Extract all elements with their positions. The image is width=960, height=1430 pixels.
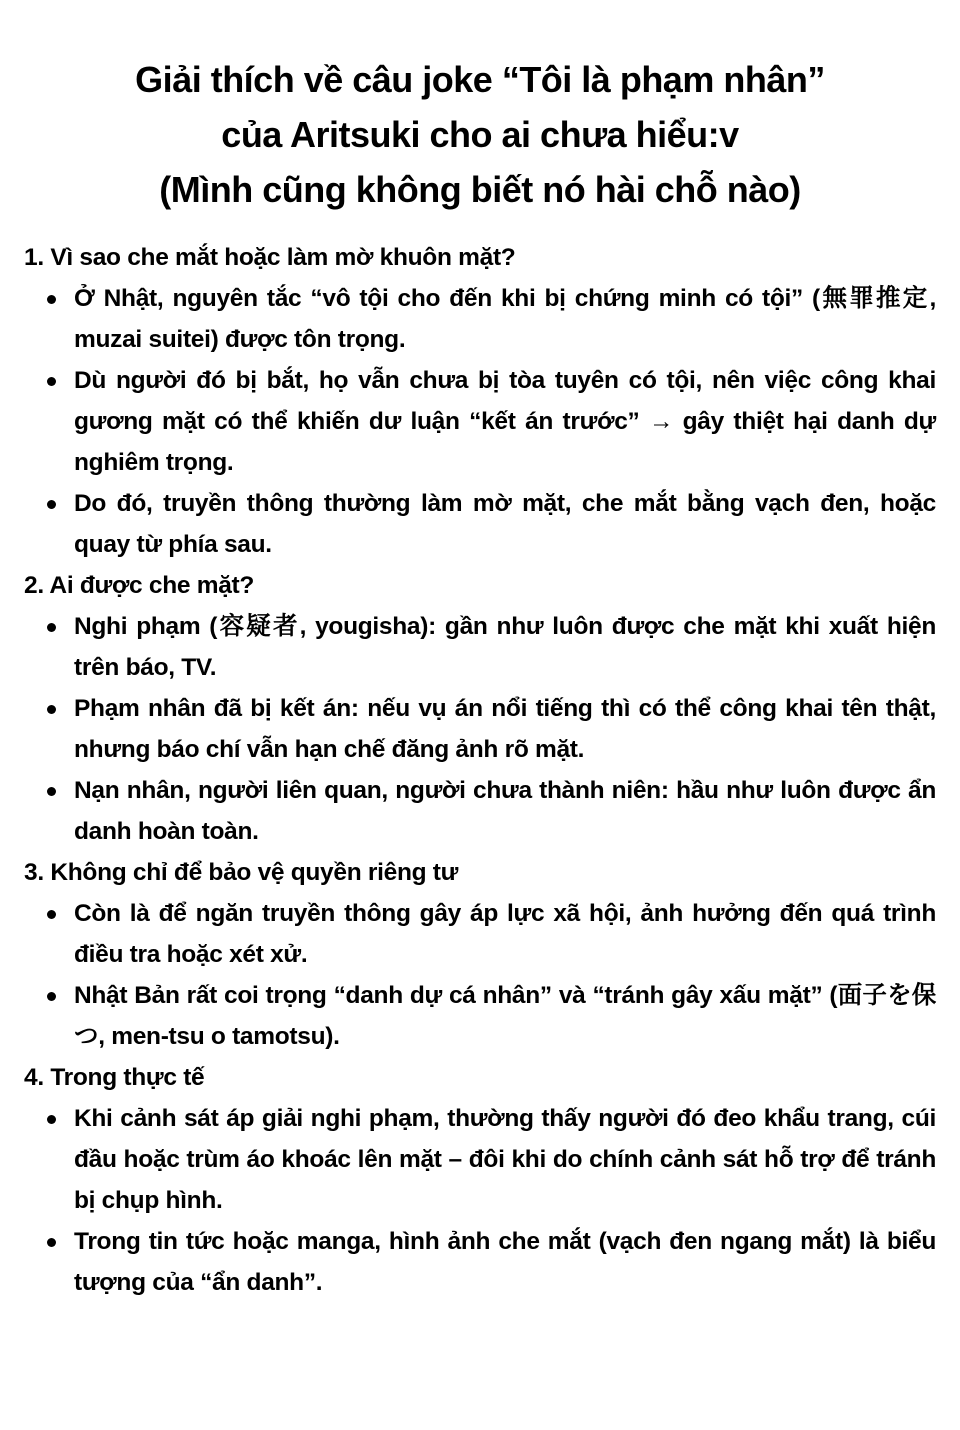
list-item: Do đó, truyền thông thường làm mờ mặt, che mắt bằng vạch đen, hoặc quay từ phía sau. (74, 483, 936, 565)
page-title (20, 52, 940, 217)
list-item: Khi cảnh sát áp giải nghi phạm, thường thấy người đó đeo khẩu trang, cúi đầu hoặc trùm áo khoác lên mặt – đôi khi do chính cảnh sát hỗ trợ để tránh bị chụp hình. (74, 1098, 936, 1221)
article-body (24, 237, 936, 1303)
bullet-list (24, 606, 936, 852)
list-item: Nạn nhân, người liên quan, người chưa thành niên: hầu như luôn được ẩn danh hoàn toàn. (74, 770, 936, 852)
bullet-list (24, 893, 936, 1057)
list-item: Nhật Bản rất coi trọng “danh dự cá nhân” và “tránh gây xấu mặt” (面子を保つ, men-tsu o tamotsu). (74, 975, 936, 1057)
section-heading: 4. Trong thực tế (24, 1064, 205, 1091)
list-item: Nghi phạm (容疑者, yougisha): gần như luôn được che mặt khi xuất hiện trên báo, TV. (74, 606, 936, 688)
section-4 (24, 1057, 936, 1303)
list-item: Dù người đó bị bắt, họ vẫn chưa bị tòa tuyên có tội, nên việc công khai gương mặt có thể khiến dư luận “kết án trước” → gây thiệt hại danh dự nghiêm trọng. (74, 360, 936, 483)
list-item: Ở Nhật, nguyên tắc “vô tội cho đến khi bị chứng minh có tội” (無罪推定, muzai suitei) được tôn trọng. (74, 278, 936, 360)
list-item: Còn là để ngăn truyền thông gây áp lực xã hội, ảnh hưởng đến quá trình điều tra hoặc xét xử. (74, 893, 936, 975)
section-1 (24, 237, 936, 565)
title-line: Giải thích về câu joke “Tôi là phạm nhân” (135, 59, 825, 100)
title-line: của Aritsuki cho ai chưa hiểu:v (221, 114, 739, 155)
section-heading: 3. Không chỉ để bảo vệ quyền riêng tư (24, 859, 459, 886)
list-item: Trong tin tức hoặc manga, hình ảnh che mắt (vạch đen ngang mắt) là biểu tượng của “ẩn danh”. (74, 1221, 936, 1303)
title-line: (Mình cũng không biết nó hài chỗ nào) (159, 169, 801, 210)
section-3 (24, 852, 936, 1057)
section-heading: 1. Vì sao che mắt hoặc làm mờ khuôn mặt? (24, 244, 516, 271)
section-2 (24, 565, 936, 852)
bullet-list (24, 278, 936, 565)
bullet-list (24, 1098, 936, 1303)
list-item: Phạm nhân đã bị kết án: nếu vụ án nổi tiếng thì có thể công khai tên thật, nhưng báo chí vẫn hạn chế đăng ảnh rõ mặt. (74, 688, 936, 770)
section-heading: 2. Ai được che mặt? (24, 572, 255, 599)
